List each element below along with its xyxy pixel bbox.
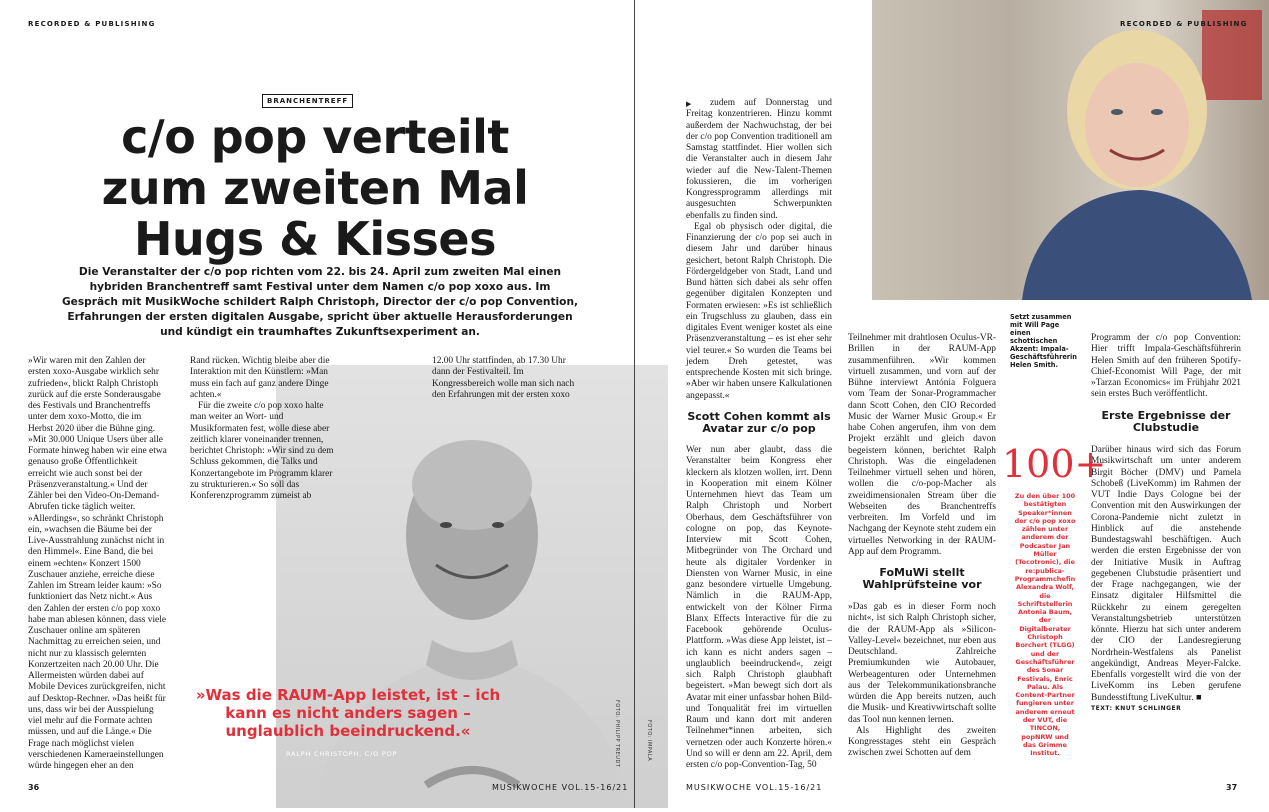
section-label-left: RECORDED & PUBLISHING (28, 20, 156, 28)
photo-credit-2: FOTO: IMPALA (646, 720, 652, 762)
right-col1-p2: Egal ob physisch oder digital, die Finanzierung der c/o pop sei auch in diesem Jahr und darüber hinaus gesichert, betont Ralph Christoph. Die Fördergeldgeber von Stadt, Land und Bund hätten sich dabei als sehr offen gegenüber digitalen Konzepten und Formaten erwiesen: »Es ist schließlich ein Trugschluss zu glauben, dass ein digitales Event weniger kostet als eine Präsenzveranstaltung – es ist eher sehr viel teurer.« So wurden die Teams bei jedem Dreh getestet, was entsprechende Kosten mit sich bringe. »Aber wir haben unsere Kalkulationen angepasst.« (686, 221, 832, 401)
left-col3-text: 12.00 Uhr stattfinden, ab 17.30 Uhr dann der Festivalteil. Im Kongressbereich wolle man sich nach den Erfahrungen mit der ersten xoxo (432, 356, 575, 400)
left-column-2 (190, 356, 340, 506)
left-col2-p2: Für die zweite c/o pop xoxo halte man weiter an Wort- und Musikformaten fest, wolle diese aber zeitlich klarer voneinander trennen, berichtet Christoph: »Wir sind zu dem Schluss gekommen, die Talks und Konzertangebote im Programm klarer zu strukturieren.« So soll das Konferenzprogramm zumeist ab (190, 401, 334, 501)
section-label-right: RECORDED & PUBLISHING (1120, 20, 1248, 28)
footer-right: MUSIKWOCHE VOL.15-16/21 (686, 783, 823, 792)
right-column-1 (686, 98, 832, 403)
stat-text: Zu den über 100 bestätigten Speaker*innen der c/o pop xoxo zählen unter anderem der Podcaster Jan Müller (Tocotronic), die re:publica-Programmchefin Alexandra Wolf, die Schriftstellerin Antonia Baum, der Digitalberater Christoph Borchert (TLGG) und der Geschäftsführer des Sonar Festivals, Enric Palau. Als Content-Partner fungieren unter anderem erneut der VUT, die TINCON, popNRW und das Grimme Institut. (1014, 492, 1076, 758)
left-col1-text: »Wir waren mit den Zahlen der ersten xoxo-Ausgabe wirklich sehr zufrieden«, blickt Ralph Christoph zurück auf die erste Sonderausgabe des Festivals und Branchentreffs unter dem xoxo-Motto, die im Herbst 2020 über die Bühne ging. »Mit 30.000 Unique Users über alle Formate hinweg haben wir eine etwa genauso große Öffentlichkeit erreicht wie auch sonst bei der Präsenzveranstaltung.« Und der Zähler bei den Video-On-Demand-Abrufen ticke täglich weiter. »Allerdings«, so schränkt Christoph ein, »wachsen die Bäume bei der Live-Ausstrahlung zunächst nicht in den Himmel«. Eine Band, die bei einem »echten« Konzert 1500 Zuschauer anziehe, erreiche diese Zahlen im Stream leider kaum: »So funktioniert das Netz nicht.« Aus den Zahlen der ersten c/o pop xoxo habe man ablesen können, dass viele Zuschauer online am späteren Nachmittag zu erreichen seien, und nicht nur zu klassisch gelernten Konzertzeiten nach 20.00 Uhr. Die Allermeisten würden dabei auf Mobile Devices zurückgreifen, nicht auf Desktop-Rechner. »Das heißt für uns, dass wir bei der Ausspielung viel mehr auf die Formate achten müssen, und auf die Länge.« Die Frage nach möglichst vielen verschiedenen Kameraeinstellungen würde hingegen eher an den (28, 356, 167, 771)
headline (40, 112, 590, 265)
portrait-illustration-right (872, 0, 1269, 300)
page-number-right: 37 (1226, 783, 1238, 792)
right-column-4 (1091, 333, 1241, 401)
right-column-2 (848, 333, 996, 559)
headline-line-3: Hugs & Kisses (134, 212, 496, 266)
headline-line-2: zum zweiten Mal (101, 161, 529, 215)
quote-source: RALPH CHRISTOPH, C/O POP (286, 750, 398, 758)
right-column-4b (1091, 445, 1241, 703)
page-number-left: 36 (28, 783, 40, 792)
right-col2-text: Teilnehmer mit drahtlosen Oculus-VR-Brillen in der RAUM-App zusammenführen. »Wir kommen virtuell zusammen, und vorn auf der Bühne interviewt Antónia Folguera vom Team der Sonar-Programmacher dann Scott Cohen, den CIO Recorded Music der Warner Music Group.« Er habe Cohen angerufen, ihm von dem Projekt erzählt und gleich davon begeistern können, berichtet Ralph Christoph. Was die eingeladenen Teilnehmer virtuell sehen und hören, wollen die c/o-pop-Macher als zweidimensionalen Stream über die Webseiten des Branchentreffs verbreiten. Im Vorfeld und im Nachgang der Keynote steht zudem ein virtuelles Networking in der RAUM-App auf dem Programm. (848, 333, 996, 557)
right-column-1b (686, 445, 832, 770)
subhead-clubstudie: Erste Ergebnisse der Clubstudie (1101, 409, 1231, 434)
right-col2b-p1: »Das gab es in dieser Form noch nicht«, ist sich Ralph Christoph sicher, die der RAUM-App als »Silicon-Valley-Level« bezeichnet, nur eben aus Deutschland. Zahlreiche Premiumkunden wie Autobauer, Werbeagenturen oder Unternehmen aus der Telekommunikationsbranche würden die App bereits nutzen, auch die Musik- und Kreativwirtschaft sollte das Tool nun kennen lernen. (848, 602, 996, 725)
headline-line-1: c/o pop verteilt (121, 110, 509, 164)
pull-quote: »Was die RAUM-App leistet, ist – ich kann es nicht anders sagen – unglaublich beeindruckend.« (195, 686, 501, 740)
subhead-fomuwi: FoMuWi stellt Wahlprüfsteine vor (862, 566, 982, 591)
right-col1-p1: zudem auf Donnerstag und Freitag konzentrieren. Hinzu kommt außerdem der Nachwuchstag, der bei der c/o pop Convention traditionell am Samstag stattfindet. Hier wollen sich die Veranstalter auch in diesem Jahr wieder auf die New-Talent-Themen fokussieren, die im vorherigen Kongressprogramm allerdings mit ausgesuchten Schwerpunkten ebenfalls zu finden sind. (686, 98, 832, 221)
footer-left: MUSIKWOCHE VOL.15-16/21 (492, 783, 629, 792)
left-col2-p1: Rand rücken. Wichtig bleibe aber die Interaktion mit den Künstlern: »Man muss ein fach auf ganz andere Dinge achten.« (190, 356, 330, 400)
right-col1b-text: Wer nun aber glaubt, dass die Veranstalter beim Kongress eher kleckern als klotzen wollen, irrt. Denn in Kooperation mit einem Kölner Unternehmen hievt das Team um Ralph Christoph und Norbert Oberhaus, dem Geschäftsführer von cologne on pop, das Keynote-Interview mit Scott Cohen, Mitbegründer von The Orchard und heute als digitaler Vordenker in Diensten von Warner Music, in eine ganz besondere virtuelle Umgebung. Nämlich in die RAUM-App, entwickelt von der Kölner Firma Blanx Effects Interactive für die zu Facebook gehörende Oculus-Plattform. »Was diese App leistet, ist – ich kann es nicht anders sagen – unglaublich beeindruckend«, zeigt sich Ralph Christoph glaubhaft begeistert. »Man bewegt sich dort als Avatar mit einer unfassbar hohen Bild- und Tonqualität frei im virtuellen Raum und kann dort mit anderen Teilnehmer*innen arbeiten, sich vernetzen oder auch Konzerte hören.« Und so will er denn am 22. April, dem ersten c/o pop-Convention-Tag, 50 (686, 445, 832, 770)
byline: TEXT: KNUT SCHLINGER (1091, 705, 1182, 712)
right-column-2b (848, 602, 996, 762)
right-col4b-text: Darüber hinaus wird sich das Forum Musikwirtschaft um unter anderem Birgit Böcher (DMV) und Pamela Schobeß (LiveKomm) im Rahmen der VUT Indie Days Cologne bei der Convention mit den Auswirkungen der Corona-Pandemie nicht zuletzt in Hinblick auf die anstehende Bundestagswahl beschäftigen. Auch werden die ersten Ergebnisse der von der Initiative Musik in Auftrag gegebenen Clubstudie präsentiert und der Frage nachgegangen, wie der Einsatz digitaler Hilfsmittel die Rückkehr zu einem geregelten Veranstaltungsbetrieb unterstützen könnte. Hierzu hat sich unter anderem der CIO der Landesregierung Nordrhein-Westfalens als Panelist angekündigt, Andreas Meyer-Falcke. Ebenfalls vorgestellt wird die von der LiveKomm ins Leben gerufene Bundesstiftung LiveKultur. ■ (1091, 445, 1241, 703)
right-col2b-p2: Als Highlight des zweiten Kongresstages steht ein Gespräch zwischen zwei Schotten auf dem (848, 725, 996, 759)
photo-credit: FOTO: PHILIPP TREUDT (614, 700, 620, 768)
lead-paragraph: Die Veranstalter der c/o pop richten vom 22. bis 24. April zum zweiten Mal einen hybriden Branchentreff samt Festival unter dem Namen c/o pop xoxo aus. Im Gespräch mit MusikWoche schildert Ralph Christoph, Director der c/o pop Convention, Erfahrungen der ersten digitalen Ausgabe, spricht über aktuelle Herausforderungen und kündigt ein traumhaftes Zukunftsexperiment an. (61, 266, 579, 338)
category-tag: BRANCHENTREFF (262, 94, 353, 108)
page-gutter (634, 0, 635, 808)
portrait-photo-helen-smith (872, 0, 1269, 300)
continuation-arrow-icon: ▶ (686, 100, 692, 108)
right-col4-text: Programm der c/o pop Convention: Hier trifft Impala-Geschäftsführerin Helen Smith auf den früheren Spotify-Chief-Economist Will Page, der mit »Tarzan Economics« im Frühjahr 2021 sein erstes Buch veröffentlicht. (1091, 333, 1241, 400)
photo-caption: Setzt zusammen mit Will Page einen schottischen Akzent: Impala-Geschäftsführerin Helen Smith. (1010, 313, 1077, 369)
subhead-scott-cohen: Scott Cohen kommt als Avatar zur c/o pop (687, 410, 831, 435)
big-number: 100+ (1002, 442, 1107, 486)
left-column-1 (28, 356, 168, 771)
left-column-3 (432, 356, 582, 402)
